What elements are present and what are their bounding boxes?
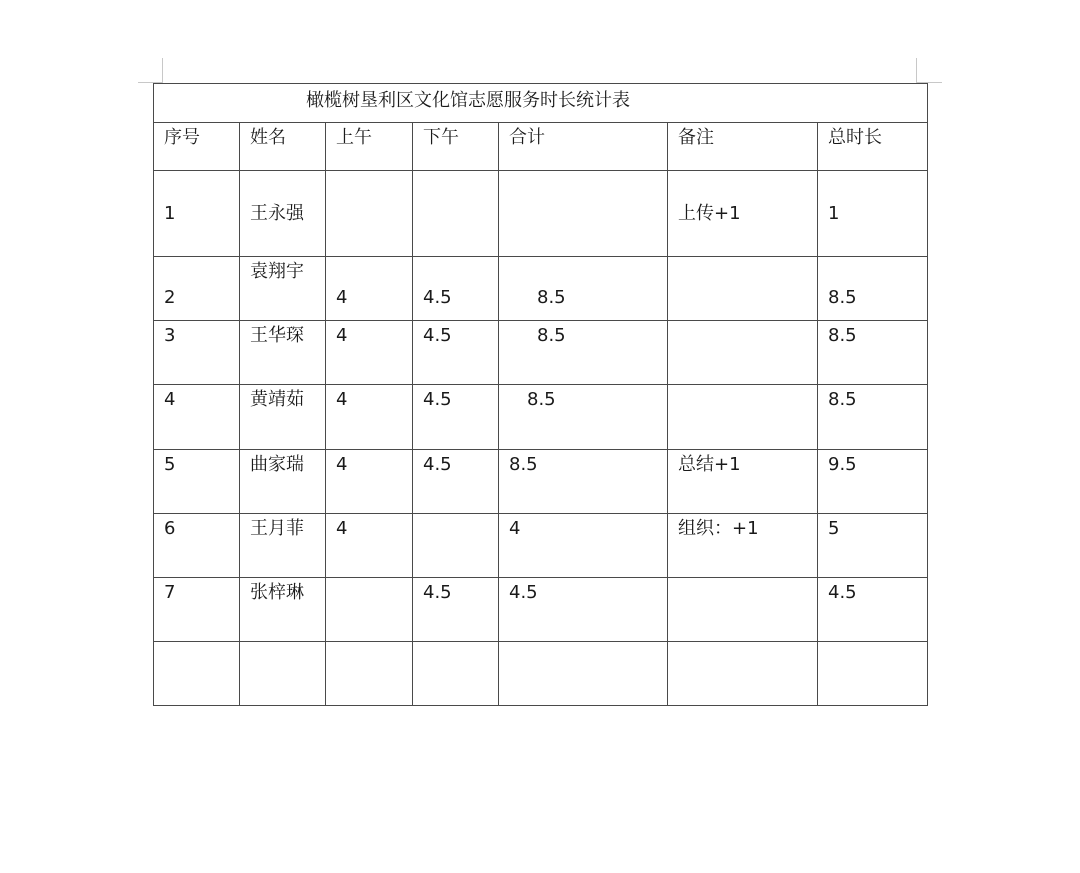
cell-subtotal — [499, 171, 667, 203]
header-row — [154, 123, 928, 171]
table-title: 橄榄树垦利区文化馆志愿服务时长统计表 — [306, 90, 630, 111]
table-row — [154, 450, 928, 514]
header-cell-morning: 上午 — [326, 123, 413, 171]
cell-name: 袁翔宇 — [250, 261, 304, 282]
cell-afternoon — [413, 171, 498, 203]
cell-remark — [668, 385, 817, 389]
table-row-empty — [154, 642, 928, 706]
header-cell-subtotal: 合计 — [499, 123, 668, 171]
empty-cell — [326, 642, 413, 706]
table-row — [154, 514, 928, 578]
cell-name: 王永强 — [250, 203, 304, 224]
margin-mark-right-v — [916, 58, 917, 83]
cell-name: 黄靖茹 — [250, 389, 304, 410]
cell-total: 1 — [828, 203, 840, 224]
cell-morning: 4 — [336, 287, 348, 308]
cell-remark — [668, 257, 817, 287]
cell-subtotal: 4 — [509, 518, 521, 539]
cell-afternoon: 4.5 — [423, 287, 452, 308]
cell-index: 3 — [164, 325, 176, 346]
title-row — [154, 84, 928, 123]
cell-subtotal: 8.5 — [537, 325, 566, 346]
table-row — [154, 257, 928, 321]
empty-cell — [154, 642, 240, 706]
cell-remark — [668, 578, 817, 582]
cell-afternoon: 4.5 — [423, 454, 452, 475]
header-cell-total: 总时长 — [818, 123, 928, 171]
cell-afternoon: 4.5 — [423, 389, 452, 410]
title-cell — [154, 84, 928, 123]
cell-subtotal: 4.5 — [509, 582, 538, 603]
table-row — [154, 171, 928, 257]
cell-afternoon — [413, 514, 498, 518]
cell-name: 曲家瑞 — [250, 454, 304, 475]
cell-name: 王华琛 — [250, 325, 304, 346]
cell-subtotal: 8.5 — [527, 389, 556, 410]
header-cell-remark: 备注 — [668, 123, 818, 171]
cell-remark: 组织：+1 — [678, 518, 759, 539]
cell-name: 王月菲 — [250, 518, 304, 539]
cell-index: 4 — [164, 389, 176, 410]
cell-total: 8.5 — [828, 325, 857, 346]
cell-afternoon: 4.5 — [423, 325, 452, 346]
margin-mark-left-v — [162, 58, 163, 83]
cell-afternoon: 4.5 — [423, 582, 452, 603]
cell-morning: 4 — [336, 389, 348, 410]
cell-total: 8.5 — [828, 287, 857, 308]
table-row — [154, 321, 928, 385]
header-cell-afternoon: 下午 — [413, 123, 499, 171]
cell-morning — [326, 171, 412, 203]
cell-index: 5 — [164, 454, 176, 475]
cell-remark: 上传+1 — [678, 203, 741, 224]
volunteer-hours-table — [153, 83, 928, 706]
cell-total: 9.5 — [828, 454, 857, 475]
cell-subtotal: 8.5 — [537, 287, 566, 308]
cell-total: 4.5 — [828, 582, 857, 603]
cell-subtotal: 8.5 — [509, 454, 538, 475]
cell-index: 7 — [164, 582, 176, 603]
empty-cell — [240, 642, 326, 706]
empty-cell — [668, 642, 818, 706]
empty-cell — [818, 642, 928, 706]
cell-morning — [326, 578, 412, 582]
table-row — [154, 385, 928, 450]
header-cell-index: 序号 — [154, 123, 240, 171]
cell-index: 1 — [164, 203, 176, 224]
empty-cell — [413, 642, 499, 706]
cell-remark: 总结+1 — [678, 454, 741, 475]
header-cell-name: 姓名 — [240, 123, 326, 171]
cell-morning: 4 — [336, 454, 348, 475]
cell-morning: 4 — [336, 325, 348, 346]
cell-remark — [668, 321, 817, 325]
empty-cell — [499, 642, 668, 706]
cell-index: 6 — [164, 518, 176, 539]
cell-total: 5 — [828, 518, 840, 539]
table-row — [154, 578, 928, 642]
cell-morning: 4 — [336, 518, 348, 539]
cell-index: 2 — [164, 287, 176, 308]
cell-name: 张梓琳 — [250, 582, 304, 603]
cell-total: 8.5 — [828, 389, 857, 410]
